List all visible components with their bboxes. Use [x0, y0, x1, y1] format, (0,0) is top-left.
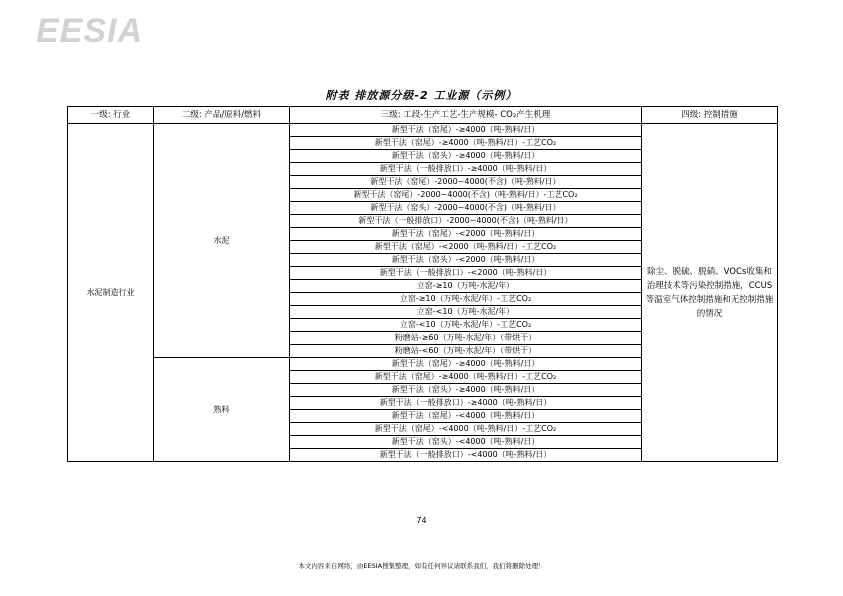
process-cell: 新型干法（一般排放口）-2000~4000(不含)（吨-熟料/日）	[290, 215, 642, 228]
product-cell: 熟料	[154, 358, 290, 462]
process-cell: 新型干法（一般排放口）-≥4000（吨-熟料/日）	[290, 163, 642, 176]
process-cell: 新型干法（窑尾）-≥4000（吨-熟料/日）-工艺CO₂	[290, 371, 642, 384]
industry-cell: 水泥制造行业	[68, 124, 154, 462]
process-cell: 新型干法（窑头）-≥4000（吨-熟料/日）	[290, 150, 642, 163]
process-cell: 新型干法（窑尾）-<2000（吨-熟料/日）-工艺CO₂	[290, 241, 642, 254]
process-cell: 新型干法（一般排放口）-≥4000（吨-熟料/日）	[290, 397, 642, 410]
page-number: 74	[416, 516, 427, 525]
process-cell: 新型干法（窑尾）-<2000（吨-熟料/日）	[290, 228, 642, 241]
header-level1: 一级: 行业	[68, 107, 154, 124]
header-level4: 四级: 控制措施	[642, 107, 778, 124]
process-cell: 新型干法（窑尾）-≥4000（吨-熟料/日）-工艺CO₂	[290, 137, 642, 150]
process-cell: 新型干法（窑尾）-2000~4000(不含)（吨-熟料/日）-工艺CO₂	[290, 189, 642, 202]
process-cell: 新型干法（窑头）-≥4000（吨-熟料/日）	[290, 384, 642, 397]
process-cell: 粉磨站-<60（万吨-水泥/年）（带烘干）	[290, 345, 642, 358]
process-cell: 新型干法（窑头）-2000~4000(不含)（吨-熟料/日）	[290, 202, 642, 215]
process-cell: 新型干法（窑尾）-2000~4000(不含)（吨-熟料/日）	[290, 176, 642, 189]
process-cell: 新型干法（窑头）-<4000（吨-熟料/日）	[290, 436, 642, 449]
process-cell: 立窑-≥10（万吨-水泥/年）-工艺CO₂	[290, 293, 642, 306]
eesia-logo: EESIA	[36, 12, 144, 50]
process-cell: 新型干法（窑尾）-≥4000（吨-熟料/日）	[290, 124, 642, 137]
process-cell: 立窑-<10（万吨-水泥/年）	[290, 306, 642, 319]
process-cell: 立窑-≥10（万吨-水泥/年）	[290, 280, 642, 293]
process-cell: 新型干法（窑尾）-<4000（吨-熟料/日）-工艺CO₂	[290, 423, 642, 436]
table-header-row	[68, 107, 778, 124]
process-cell: 新型干法（窑尾）-≥4000（吨-熟料/日）	[290, 358, 642, 371]
process-cell: 粉磨站-≥60（万吨-水泥/年）（带烘干）	[290, 332, 642, 345]
process-cell: 立窑-<10（万吨-水泥/年）-工艺CO₂	[290, 319, 642, 332]
process-cell: 新型干法（一般排放口）-<2000（吨-熟料/日）	[290, 267, 642, 280]
product-cell: 水泥	[154, 124, 290, 358]
header-level2: 二级: 产品/原料/燃料	[154, 107, 290, 124]
process-cell: 新型干法（窑尾）-<4000（吨-熟料/日）	[290, 410, 642, 423]
page-title: 附表 排放源分级-2 工业源（示例）	[325, 89, 518, 102]
process-cell: 新型干法（窑头）-<2000（吨-熟料/日）	[290, 254, 642, 267]
emission-source-table	[67, 106, 778, 462]
footer-note: 本文内容来自网络，由EESIA搜集整理，如有任何异议请联系我们，我们将删除处理！	[298, 562, 545, 570]
table-row	[68, 124, 778, 137]
control-measure-cell: 除尘、脱硫、脱硝、VOCs收集和治理技术等污染控制措施，CCUS等温室气体控制措施和无控制措施的情况	[642, 124, 778, 462]
header-level3: 三级: 工段-生产工艺-生产规模- CO₂产生机理	[290, 107, 642, 124]
process-cell: 新型干法（一般排放口）-<4000（吨-熟料/日）	[290, 449, 642, 462]
